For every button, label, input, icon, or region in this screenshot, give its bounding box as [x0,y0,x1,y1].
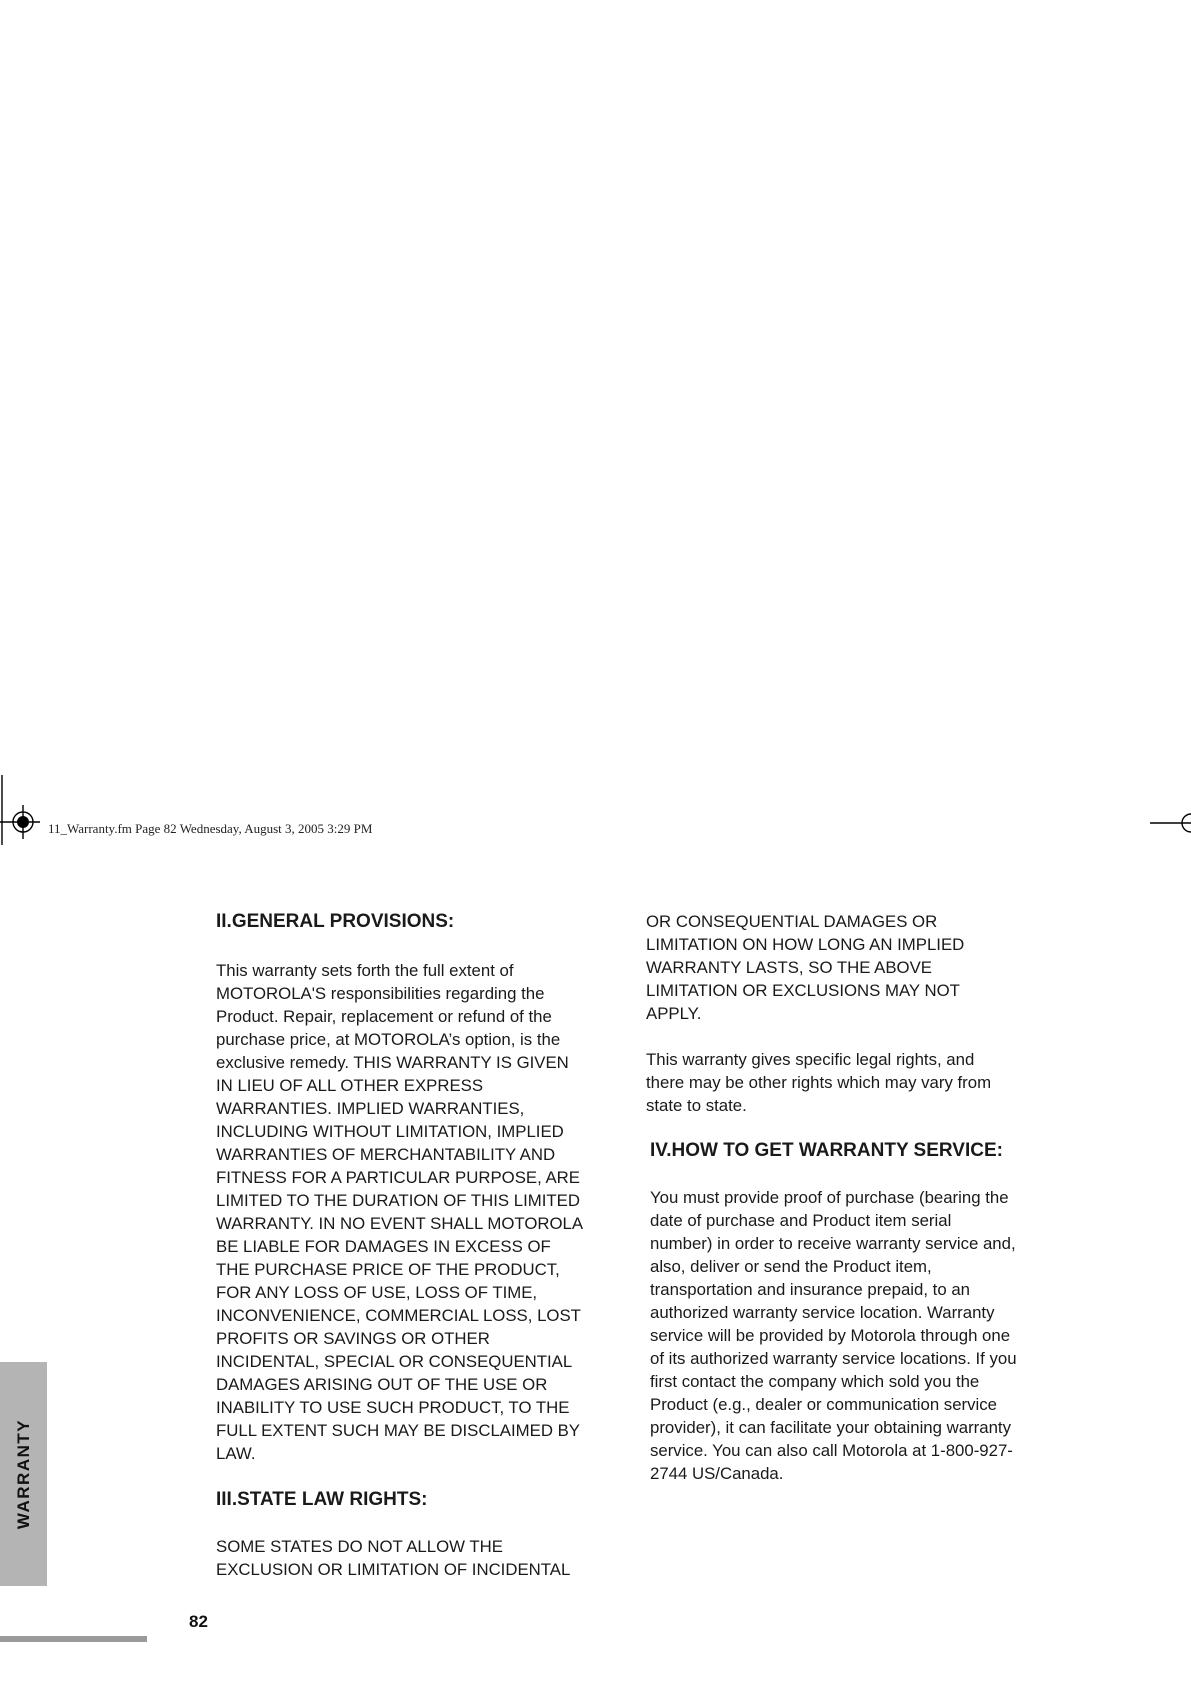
state-law-rights-body-continued: OR CONSEQUENTIAL DAMAGES OR LIMITATION ON HOW LONG AN IMPLIED WARRANTY LASTS, SO THE ABOVE LIMITATION OR EXCLUSIONS MAY NOT APPLY. [646,912,965,1023]
general-provisions-heading: II.GENERAL PROVISIONS: [216,911,455,932]
footer-rule [0,1636,147,1642]
legal-rights-paragraph: This warranty gives specific legal rights, and there may be other rights which may vary from state to state. [646,1050,992,1115]
right-column [646,910,1046,1485]
warranty-service-heading: IV.HOW TO GET WARRANTY SERVICE: [650,1140,1003,1161]
state-law-rights-body: SOME STATES DO NOT ALLOW THE EXCLUSION OR LIMITATION OF INCIDENTAL [216,1537,571,1579]
warranty-service-body: You must provide proof of purchase (bearing the date of purchase and Product item serial number) in order to receive warranty service and, also, deliver or send the Product item, transportation and insurance prepaid, to an authorized warranty service location. Warranty service will be provided by Motorola through one of its authorized warranty service locations. If you first contact the company which sold you the Product (e.g., dealer or communication service provider), it can facilitate your obtaining warranty service. You can also call Motorola at 1-800-927- 2744 US/Canada. [650,1188,1017,1483]
page-number: 82 [189,1612,208,1631]
left-column [216,910,616,1581]
section-side-tab [0,1362,47,1586]
file-slug: 11_Warranty.fm Page 82 Wednesday, August 3, 2005 3:29 PM [48,821,373,836]
state-law-rights-heading: III.STATE LAW RIGHTS: [216,1489,428,1510]
crop-mark-icon [1150,808,1191,838]
general-provisions-body: This warranty sets forth the full extent of MOTOROLA'S responsibilities regarding the Product. Repair, replacement or refund of the purchase price, at MOTOROLA’s option, is the exclusive remedy. THIS WARRANTY IS GIVEN IN LIEU OF ALL OTHER EXPRESS WARRANTIES. IMPLIED WARRANTIES, INCLUDING WITHOUT LIMITATION, IMPLIED WARRANTIES OF MERCHANTABILITY AND FITNESS FOR A PARTICULAR PURPOSE, ARE LIMITED TO THE DURATION OF THIS LIMITED WARRANTY. IN NO EVENT SHALL MOTOROLA BE LIABLE FOR DAMAGES IN EXCESS OF THE PURCHASE PRICE OF THE PRODUCT, FOR ANY LOSS OF USE, LOSS OF TIME, INCONVENIENCE, COMMERCIAL LOSS, LOST PROFITS OR SAVINGS OR OTHER INCIDENTAL, SPECIAL OR CONSEQUENTIAL DAMAGES ARISING OUT OF THE USE OR INABILITY TO USE SUCH PRODUCT, TO THE FULL EXTENT SUCH MAY BE DISCLAIMED BY LAW. [216,961,584,1463]
registration-mark-icon [0,775,40,845]
side-tab-label: WARRANTY [13,1418,33,1530]
